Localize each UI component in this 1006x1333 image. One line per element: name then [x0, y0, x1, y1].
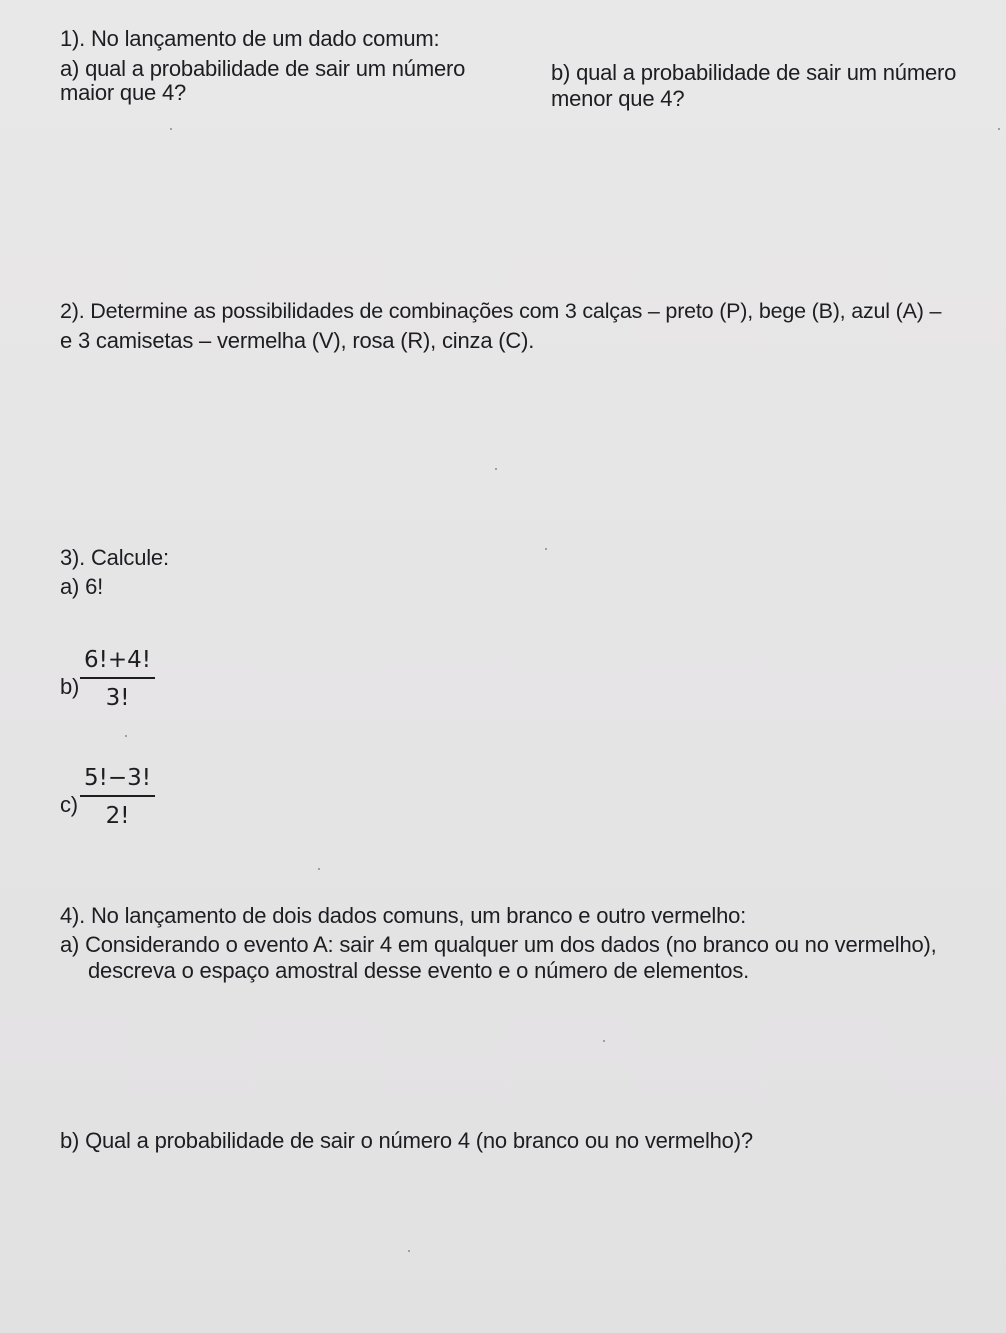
paper-speck [170, 128, 172, 130]
q2-line2: e 3 camisetas – vermelha (V), rosa (R), cinza (C). [60, 328, 535, 353]
q3-item-c-label: c) [60, 792, 78, 817]
paper-speck [408, 1250, 410, 1252]
q3-item-c-numerator: 5!−3! [80, 765, 155, 797]
q4-title: 4). No lançamento de dois dados comuns, um branco e outro vermelho: [60, 903, 747, 928]
paper-speck [125, 735, 127, 737]
q3-item-b-fraction [80, 647, 155, 711]
q1-title: 1). No lançamento de um dado comum: [60, 26, 440, 51]
q1-a-line2: maior que 4? [60, 80, 187, 105]
paper-speck [318, 868, 320, 870]
q3-item-b-label: b) [60, 674, 80, 699]
q4-a-line1: a) Considerando o evento A: sair 4 em qualquer um dos dados (no branco ou no vermelho), [60, 932, 937, 957]
q3-item-c-denominator: 2! [105, 803, 130, 829]
q3-item-a: a) 6! [60, 574, 104, 599]
paper-speck [998, 128, 1000, 130]
paper-speck [545, 548, 547, 550]
paper-speck [603, 1040, 605, 1042]
paper-speck [495, 468, 497, 470]
q3-item-b-numerator: 6!+4! [80, 647, 155, 679]
q1-a-line1: a) qual a probabilidade de sair um número [60, 56, 466, 81]
q1-b-line2: menor que 4? [551, 86, 685, 111]
q3-item-b-denominator: 3! [105, 685, 130, 711]
q4-b: b) Qual a probabilidade de sair o número 4 (no branco ou no vermelho)? [60, 1128, 753, 1153]
q1-b-line1: b) qual a probabilidade de sair um número [551, 60, 957, 85]
q2-line1: 2). Determine as possibilidades de combinações com 3 calças – preto (P), bege (B), azul (A) – [60, 299, 942, 323]
q3-title: 3). Calcule: [60, 545, 169, 570]
q3-item-c-fraction [80, 765, 155, 829]
q4-a-line2: descreva o espaço amostral desse evento e o número de elementos. [88, 958, 750, 983]
